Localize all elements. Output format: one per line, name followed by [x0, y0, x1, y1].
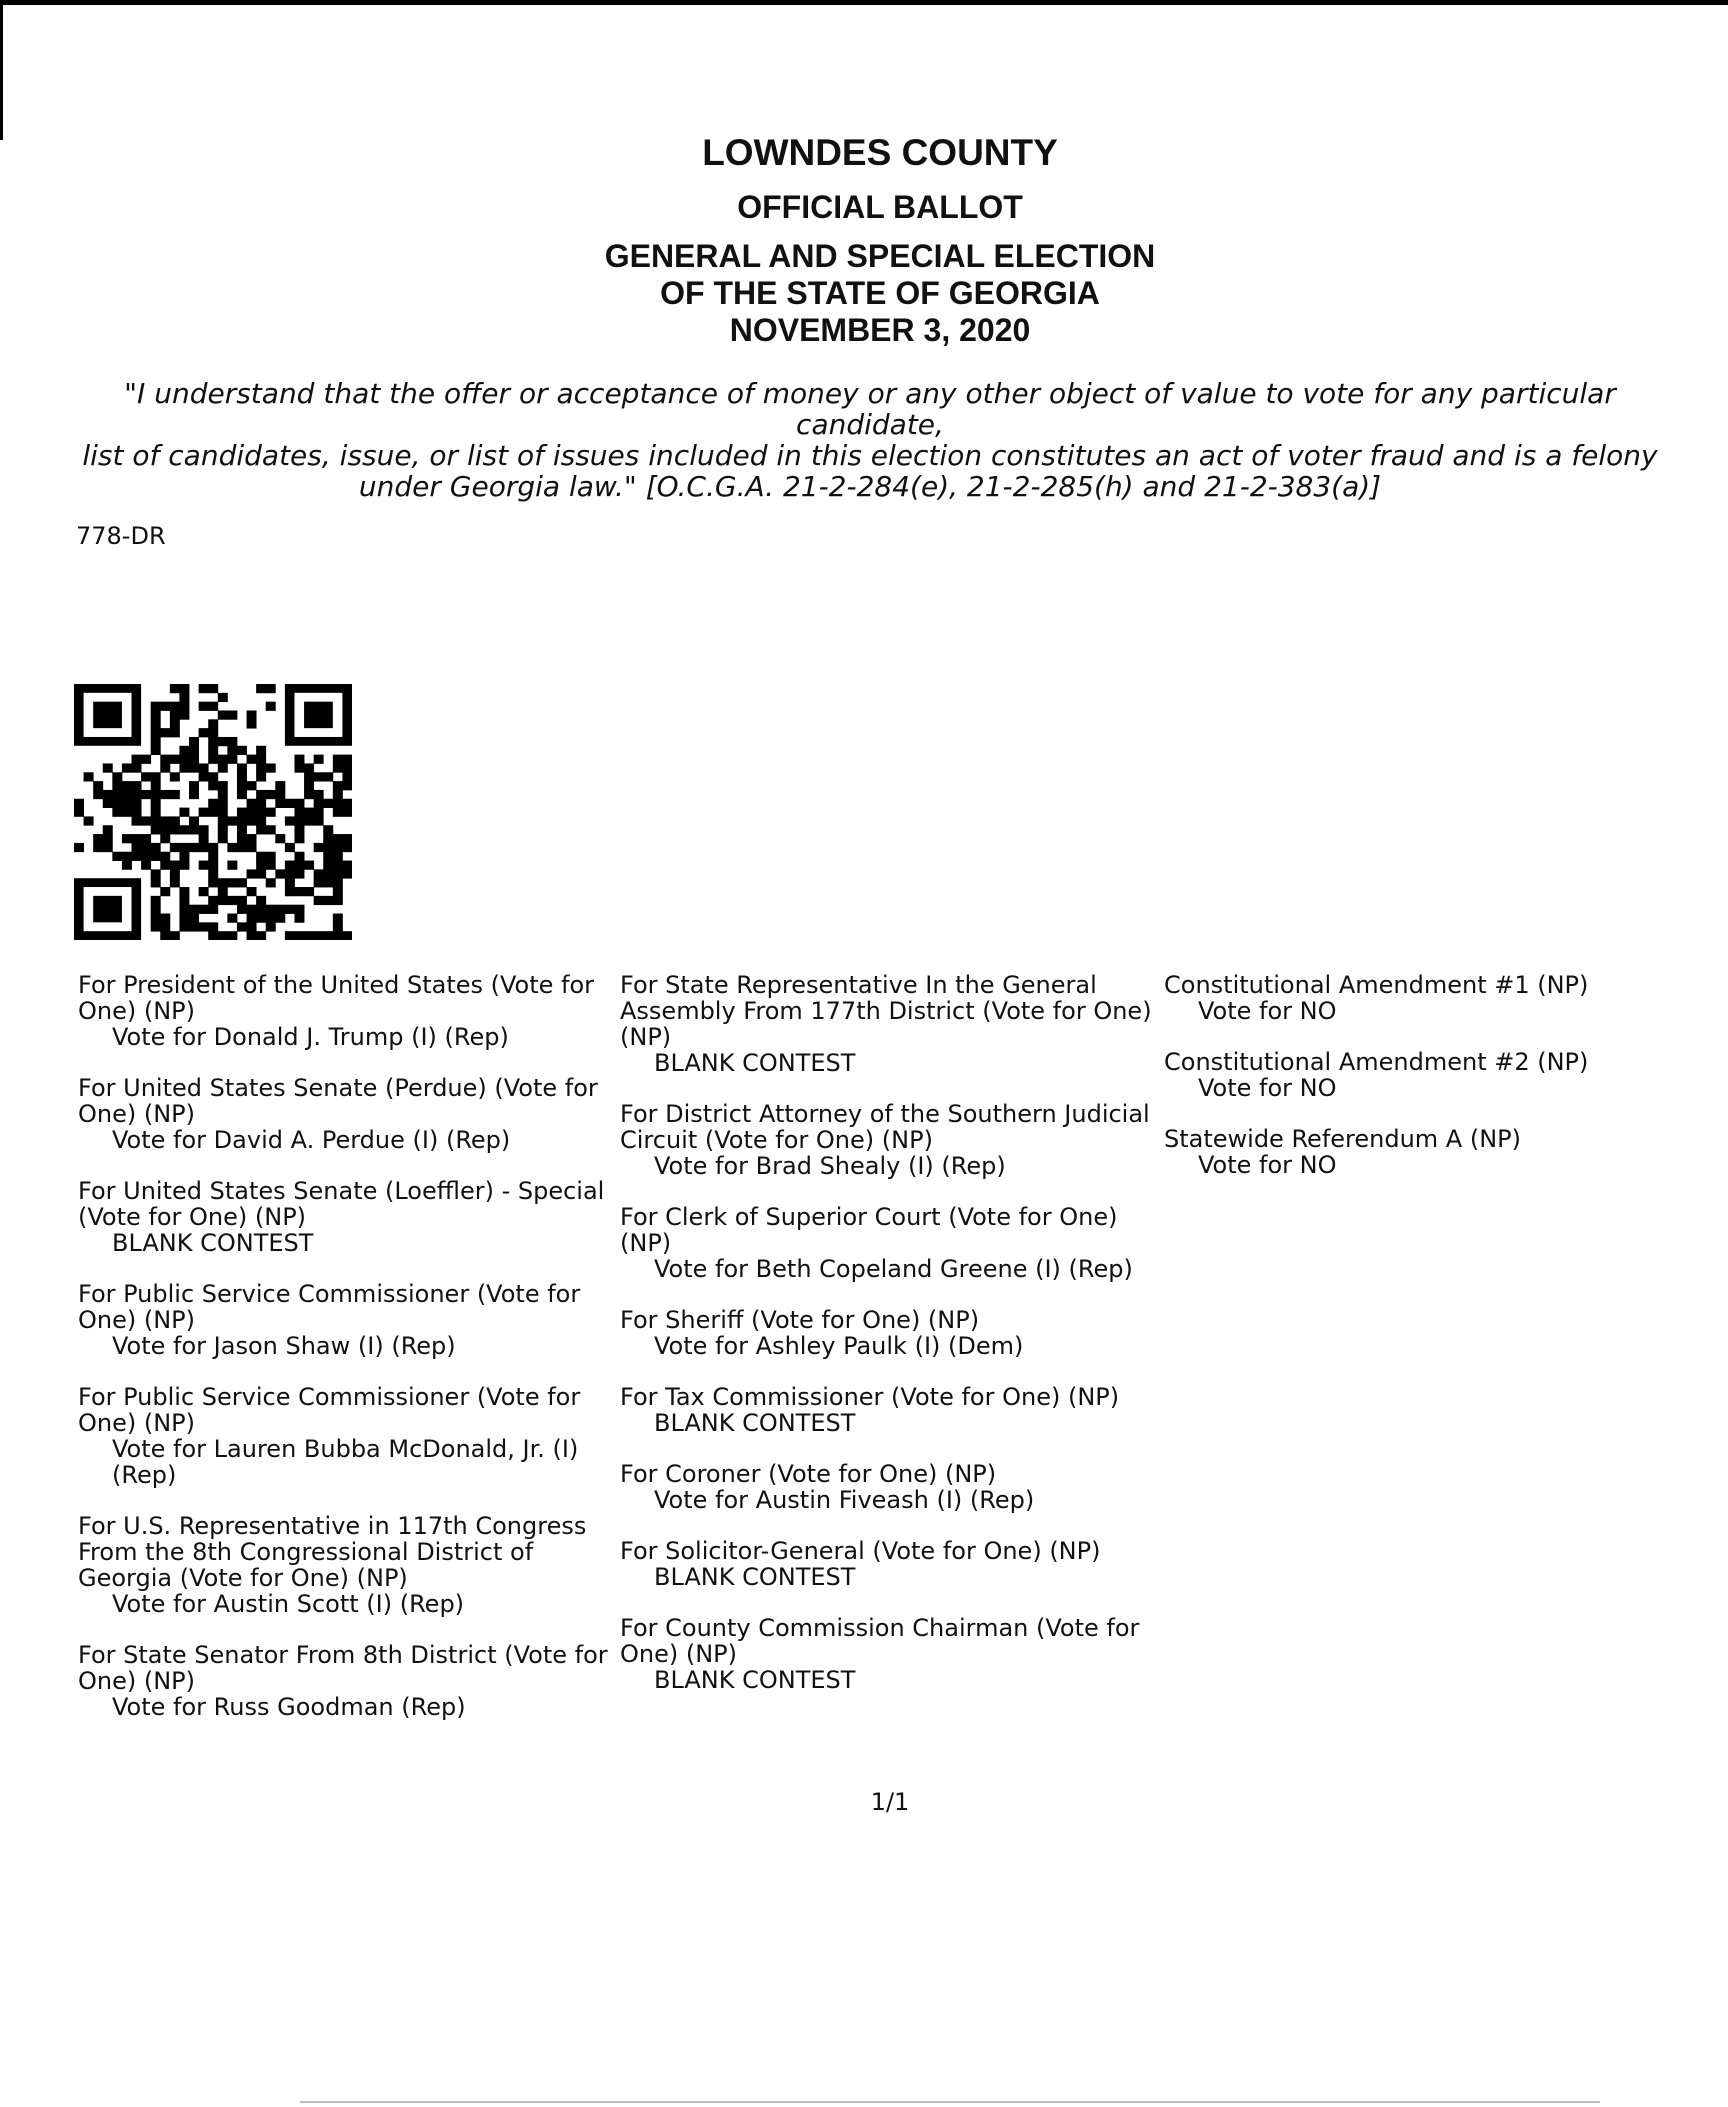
contest-selection: Vote for Austin Scott (I) (Rep) — [112, 1590, 465, 1618]
voter-fraud-oath — [60, 378, 1680, 502]
contest-title: Statewide Referendum A (NP) — [1164, 1125, 1521, 1153]
contest-block — [620, 972, 1160, 1076]
ballot-title: OFFICIAL BALLOT — [737, 189, 1023, 225]
contest-block — [620, 1101, 1160, 1179]
contest-block — [620, 1384, 1160, 1436]
contest-block — [78, 1178, 618, 1256]
contest-block — [78, 1281, 618, 1359]
contest-selection: Vote for Jason Shaw (I) (Rep) — [112, 1332, 456, 1360]
election-title-line2: OF THE STATE OF GEORGIA — [660, 275, 1100, 311]
contest-block — [620, 1538, 1160, 1590]
scan-top-edge — [0, 0, 1728, 5]
election-date: NOVEMBER 3, 2020 — [729, 312, 1031, 348]
election-title-line1: GENERAL AND SPECIAL ELECTION — [604, 238, 1156, 274]
contest-title: For Public Service Commissioner (Vote for One) (NP) — [78, 1383, 581, 1437]
contest-selection: BLANK CONTEST — [654, 1049, 856, 1077]
contest-title: For U.S. Representative in 117th Congress From the 8th Congressional District of Georgia (Vote for One) (NP) — [78, 1512, 587, 1592]
contest-block — [1164, 1126, 1704, 1178]
contest-title: For Sheriff (Vote for One) (NP) — [620, 1306, 980, 1334]
contest-title: For United States Senate (Perdue) (Vote for One) (NP) — [78, 1074, 598, 1128]
contest-selection: BLANK CONTEST — [654, 1409, 856, 1437]
contest-title: For State Representative In the General Assembly From 177th District (Vote for One) (NP) — [620, 971, 1152, 1051]
contest-column-3 — [1164, 972, 1704, 1203]
contest-selection: Vote for Brad Shealy (I) (Rep) — [654, 1152, 1006, 1180]
contest-title: For Tax Commissioner (Vote for One) (NP) — [620, 1383, 1120, 1411]
contest-selection: Vote for Austin Fiveash (I) (Rep) — [654, 1486, 1035, 1514]
scan-left-edge — [0, 0, 3, 140]
contest-block — [78, 1513, 618, 1617]
oath-line-2: list of candidates, issue, or list of issues included in this election constitutes an act of voter fraud and is a felony — [82, 439, 1658, 472]
county-title: LOWNDES COUNTY — [702, 132, 1058, 173]
contest-block — [1164, 1049, 1704, 1101]
qr-code-icon — [74, 684, 352, 940]
oath-line-3: under Georgia law." [O.C.G.A. 21-2-284(e), 21-2-285(h) and 21-2-383(a)] — [358, 470, 1382, 503]
contest-selection: Vote for Russ Goodman (Rep) — [112, 1693, 466, 1721]
contest-column-1 — [78, 972, 618, 1745]
contest-selection: BLANK CONTEST — [654, 1666, 856, 1694]
contest-block — [620, 1615, 1160, 1693]
contest-block — [78, 1384, 618, 1488]
contest-selection: Vote for NO — [1198, 1151, 1337, 1179]
contest-column-2 — [620, 972, 1160, 1718]
contest-selection: BLANK CONTEST — [654, 1563, 856, 1591]
contest-title: For Coroner (Vote for One) (NP) — [620, 1460, 997, 1488]
contest-title: For Clerk of Superior Court (Vote for One) (NP) — [620, 1203, 1118, 1257]
scan-bottom-edge — [300, 2101, 1600, 2103]
oath-line-1: "I understand that the offer or acceptance of money or any other object of value to vote for any particular candidate, — [124, 377, 1616, 441]
contest-title: For County Commission Chairman (Vote for One) (NP) — [620, 1614, 1140, 1668]
contest-selection: Vote for Donald J. Trump (I) (Rep) — [112, 1023, 509, 1051]
contest-block — [620, 1204, 1160, 1282]
contest-selection: Vote for David A. Perdue (I) (Rep) — [112, 1126, 511, 1154]
contest-title: For District Attorney of the Southern Judicial Circuit (Vote for One) (NP) — [620, 1100, 1150, 1154]
contest-selection: Vote for NO — [1198, 997, 1337, 1025]
contest-selection: Vote for Beth Copeland Greene (I) (Rep) — [654, 1255, 1133, 1283]
contest-block — [78, 972, 618, 1050]
contest-block — [620, 1307, 1160, 1359]
contest-block — [620, 1461, 1160, 1513]
contest-title: Constitutional Amendment #2 (NP) — [1164, 1048, 1589, 1076]
ballot-style-id: 778-DR — [76, 522, 166, 550]
contest-title: For State Senator From 8th District (Vote for One) (NP) — [78, 1641, 608, 1695]
contest-selection: Vote for Lauren Bubba McDonald, Jr. (I) (Rep) — [112, 1435, 579, 1489]
contest-title: Constitutional Amendment #1 (NP) — [1164, 971, 1589, 999]
contest-title: For Solicitor-General (Vote for One) (NP) — [620, 1537, 1101, 1565]
page-number: 1/1 — [870, 1788, 910, 1816]
contest-block — [1164, 972, 1704, 1024]
ballot-header — [0, 128, 1728, 349]
contest-title: For United States Senate (Loeffler) - Special (Vote for One) (NP) — [78, 1177, 605, 1231]
contest-block — [78, 1075, 618, 1153]
contest-title: For President of the United States (Vote for One) (NP) — [78, 971, 595, 1025]
contest-selection: Vote for Ashley Paulk (I) (Dem) — [654, 1332, 1024, 1360]
contest-selection: BLANK CONTEST — [112, 1229, 314, 1257]
contest-title: For Public Service Commissioner (Vote for One) (NP) — [78, 1280, 581, 1334]
contest-selection: Vote for NO — [1198, 1074, 1337, 1102]
contest-block — [78, 1642, 618, 1720]
